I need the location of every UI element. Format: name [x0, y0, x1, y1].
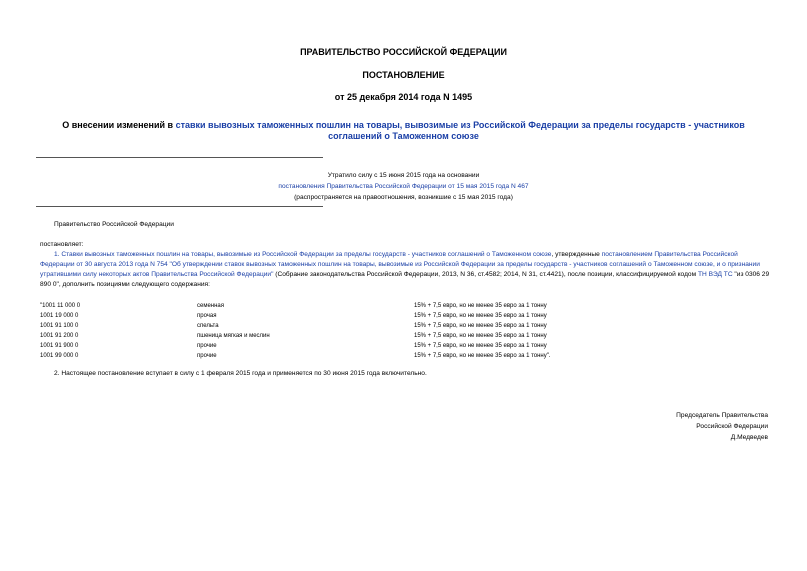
table-row: [40, 353, 551, 363]
p1-decree-link[interactable]: постановлением Правительства Российской Федерации от 30 августа 2013 года N 754 "Об утверждении ставок вывозных таможенных пошлин на товары, вывозимые из Российской Федерации за пределы государств - участников соглашений о Таможенном союзе, и о признании утратившими силу некоторых актов Правительства Российской Федерации": [40, 251, 760, 278]
row-code: "1001 11 000 0: [40, 303, 81, 309]
decrees-line: постановляет:: [40, 241, 84, 248]
title-link[interactable]: ставки вывозных таможенных пошлин на товары, вывозимые из Российской Федерации за пределы государств - участников соглашений о Таможенном союзе: [175, 120, 745, 141]
row-code: 1001 91 200 0: [40, 333, 79, 339]
signature-name: Д.Медведев: [730, 434, 768, 441]
table-row: [40, 323, 551, 333]
table-row: [40, 333, 551, 343]
tariff-table: [40, 303, 551, 363]
authority-heading: ПРАВИТЕЛЬСТВО РОССИЙСКОЙ ФЕДЕРАЦИИ: [300, 47, 507, 57]
row-rate: 15% + 7,5 евро, но не менее 35 евро за 1 тонну: [414, 303, 547, 309]
row-code: 1001 19 000 0: [40, 313, 79, 319]
status-link-text[interactable]: постановления Правительства Российской Федерации от 15 мая 2015 года N 467: [278, 183, 529, 190]
divider-top: [36, 157, 323, 158]
date-number-heading: от 25 декабря 2014 года N 1495: [334, 92, 473, 102]
row-rate: 15% + 7,5 евро, но не менее 35 евро за 1 тонну".: [414, 353, 551, 359]
doc-type-heading: ПОСТАНОВЛЕНИЕ: [362, 70, 445, 80]
status-line-1: Утратило силу с 15 июня 2015 года на основании: [327, 172, 480, 179]
p1-tnved-link[interactable]: ТН ВЭД ТС: [697, 271, 733, 278]
row-rate: 15% + 7,5 евро, но не менее 35 евро за 1 тонну: [414, 313, 547, 319]
table-row: [40, 303, 551, 313]
document-title: [36, 120, 771, 142]
row-code: 1001 99 000 0: [40, 353, 79, 359]
row-name: пшеница мягкая и меслин: [197, 333, 270, 339]
government-line: Правительство Российской Федерации: [54, 221, 174, 228]
p1-text-2: (Собрание законодательства Российской Федерации, 2013, N 36, ст.4582; 2014, N 31, ст.4421), после позиции, классифицируемой кодом: [273, 271, 698, 278]
status-line-3: (распространяется на правоотношения, возникшие с 15 мая 2015 года): [294, 194, 513, 201]
row-name: семенная: [197, 303, 225, 309]
row-rate: 15% + 7,5 евро, но не менее 35 евро за 1 тонну: [414, 323, 547, 329]
signature-position: Председатель Правительства: [676, 412, 768, 419]
row-name: прочая: [197, 313, 217, 319]
row-code: 1001 91 900 0: [40, 343, 79, 349]
table-row: [40, 343, 551, 353]
row-name: прочие: [197, 353, 217, 359]
p1-text-3: "из 0306 29 890 0", дополнить позициями следующего содержания:: [40, 271, 770, 288]
row-name: прочие: [197, 343, 217, 349]
row-name: спельта: [197, 323, 219, 329]
signature-organization: Российской Федерации: [696, 423, 768, 430]
p1-text-1: , утвержденные: [551, 251, 602, 258]
paragraph-1: [40, 250, 770, 290]
divider-bottom: [36, 206, 323, 207]
signature-block: [676, 410, 768, 443]
status-link[interactable]: [0, 181, 807, 192]
table-row: [40, 313, 551, 323]
p1-rates-link[interactable]: 1. Ставки вывозных таможенных пошлин на товары, вывозимые из Российской Федерации за пределы государств - участников соглашений о Таможенном союзе: [54, 251, 552, 258]
row-code: 1001 91 100 0: [40, 323, 79, 329]
row-rate: 15% + 7,5 евро, но не менее 35 евро за 1 тонну: [414, 333, 547, 339]
title-prefix: О внесении изменений в: [62, 120, 176, 130]
row-rate: 15% + 7,5 евро, но не менее 35 евро за 1 тонну: [414, 343, 547, 349]
paragraph-2: 2. Настоящее постановление вступает в силу с 1 февраля 2015 года и применяется по 30 июня 2015 года включительно.: [54, 370, 427, 377]
